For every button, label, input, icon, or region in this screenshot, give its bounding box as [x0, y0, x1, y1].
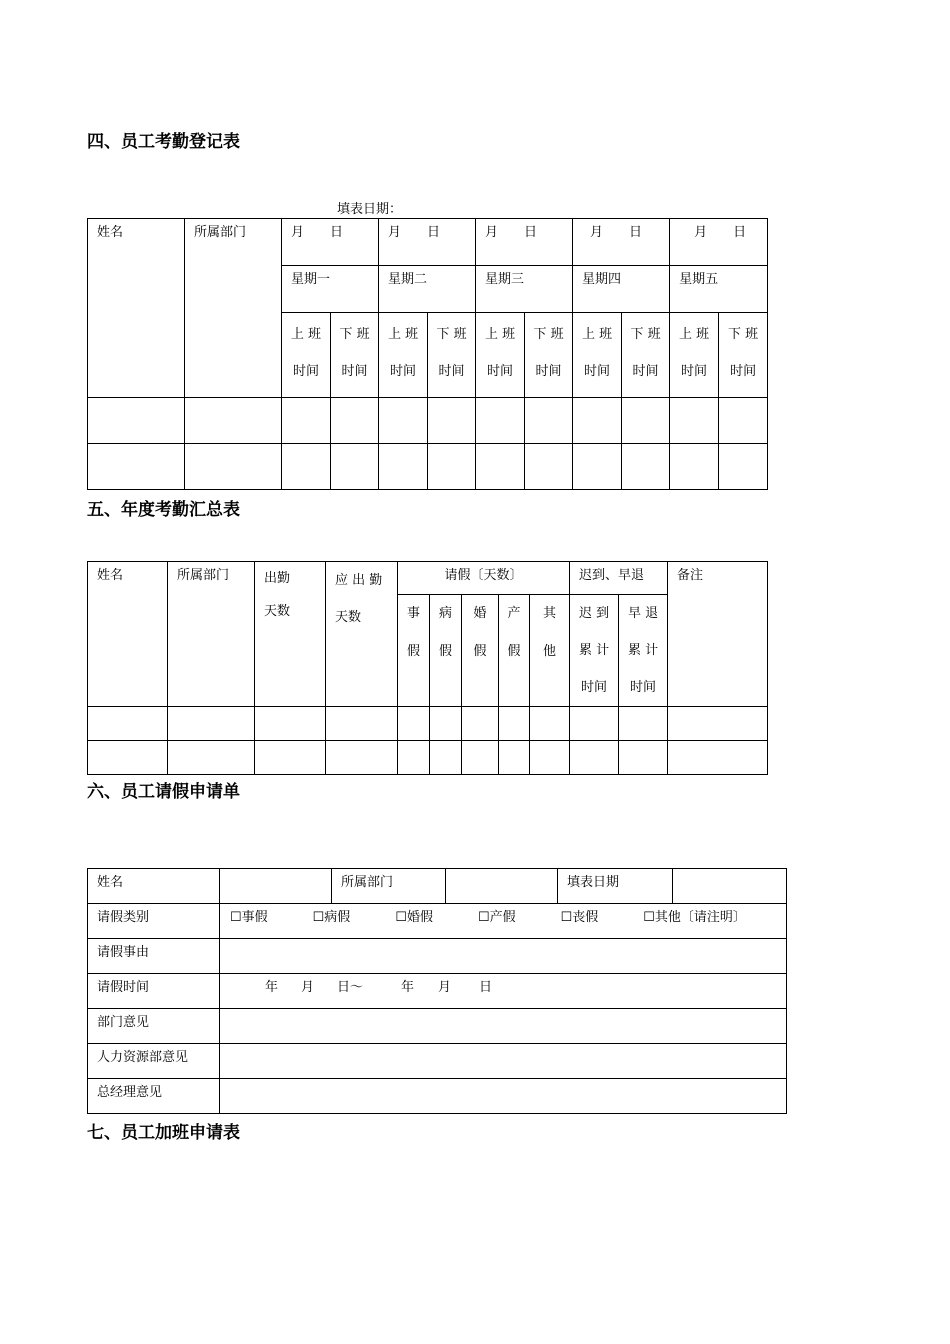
weekday-1: 星期一 [282, 266, 379, 313]
fill-date-field[interactable] [673, 869, 787, 904]
on-duty-time-1: 上 班 时间 [282, 313, 331, 398]
label-name: 姓名 [88, 869, 220, 904]
label-hr-opinion: 人力资源部意见 [88, 1044, 220, 1079]
header-month-day-2: 月 日 [379, 219, 476, 266]
on-duty-time-4: 上 班 时间 [573, 313, 622, 398]
header-remark: 备注 [668, 562, 768, 707]
on-duty-time-3: 上 班 时间 [476, 313, 525, 398]
table-row [88, 707, 768, 741]
off-duty-time-1: 下 班 时间 [331, 313, 379, 398]
off-duty-time-2: 下 班 时间 [428, 313, 476, 398]
leave-personal: 事 假 [398, 595, 430, 707]
checkbox-marriage-leave[interactable]: ☐婚假 [395, 910, 433, 925]
early-total: 早 退 累 计 时间 [619, 595, 668, 707]
label-leave-time: 请假时间 [88, 974, 220, 1009]
on-duty-time-5: 上 班 时间 [670, 313, 719, 398]
weekday-2: 星期二 [379, 266, 476, 313]
header-late-early: 迟到、早退 [570, 562, 668, 595]
table-row [88, 741, 768, 775]
label-leave-type: 请假类别 [88, 904, 220, 939]
leave-maternity: 产 假 [499, 595, 530, 707]
attendance-register-table [87, 218, 768, 490]
table-row [88, 398, 768, 444]
section-title-leave-application: 六、员工请假申请单 [87, 782, 240, 802]
annual-summary-table [87, 561, 768, 775]
leave-marriage: 婚 假 [462, 595, 499, 707]
checkbox-personal-leave[interactable]: ☐事假 [230, 910, 268, 925]
header-dept: 所属部门 [168, 562, 255, 707]
header-due-days: 应 出 勤 天数 [326, 562, 398, 707]
leave-type-options [220, 904, 787, 939]
leave-sick: 病 假 [430, 595, 462, 707]
off-duty-time-3: 下 班 时间 [525, 313, 573, 398]
section-title-annual-summary: 五、年度考勤汇总表 [87, 500, 240, 520]
on-duty-time-2: 上 班 时间 [379, 313, 428, 398]
dept-field[interactable] [446, 869, 558, 904]
checkbox-maternity-leave[interactable]: ☐产假 [477, 910, 516, 925]
off-duty-time-4: 下 班 时间 [622, 313, 670, 398]
leave-time-field[interactable]: 年 月 日～ 年 月 日 [220, 974, 787, 1009]
header-name: 姓名 [88, 219, 185, 398]
dept-opinion-field[interactable] [220, 1009, 787, 1044]
header-leave-days: 请假〔天数〕 [398, 562, 570, 595]
checkbox-bereavement-leave[interactable]: ☐丧假 [560, 910, 599, 925]
fill-date-label: 填表日期： [337, 202, 403, 217]
table-row [88, 444, 768, 490]
late-total: 迟 到 累 计 时间 [570, 595, 619, 707]
header-month-day-5: 月 日 [670, 219, 768, 266]
checkbox-other-leave[interactable]: ☐其他〔请注明〕 [643, 910, 746, 925]
header-name: 姓名 [88, 562, 168, 707]
checkbox-sick-leave[interactable]: ☐病假 [312, 910, 351, 925]
weekday-3: 星期三 [476, 266, 573, 313]
label-dept-opinion: 部门意见 [88, 1009, 220, 1044]
hr-opinion-field[interactable] [220, 1044, 787, 1079]
header-attend-days: 出勤 天数 [255, 562, 326, 707]
leave-other: 其 他 [530, 595, 570, 707]
section-title-overtime-application: 七、员工加班申请表 [87, 1123, 240, 1143]
label-dept: 所属部门 [332, 869, 446, 904]
header-month-day-4: 月 日 [573, 219, 670, 266]
label-fill-date: 填表日期 [558, 869, 673, 904]
name-field[interactable] [220, 869, 332, 904]
header-month-day-3: 月 日 [476, 219, 573, 266]
header-month-day-1: 月 日 [282, 219, 379, 266]
leave-application-table [87, 868, 787, 1114]
leave-reason-field[interactable] [220, 939, 787, 974]
gm-opinion-field[interactable] [220, 1079, 787, 1114]
label-leave-reason: 请假事由 [88, 939, 220, 974]
off-duty-time-5: 下 班 时间 [719, 313, 768, 398]
label-gm-opinion: 总经理意见 [88, 1079, 220, 1114]
section-title-attendance-register: 四、员工考勤登记表 [87, 132, 240, 152]
weekday-4: 星期四 [573, 266, 670, 313]
header-dept: 所属部门 [185, 219, 282, 398]
weekday-5: 星期五 [670, 266, 768, 313]
